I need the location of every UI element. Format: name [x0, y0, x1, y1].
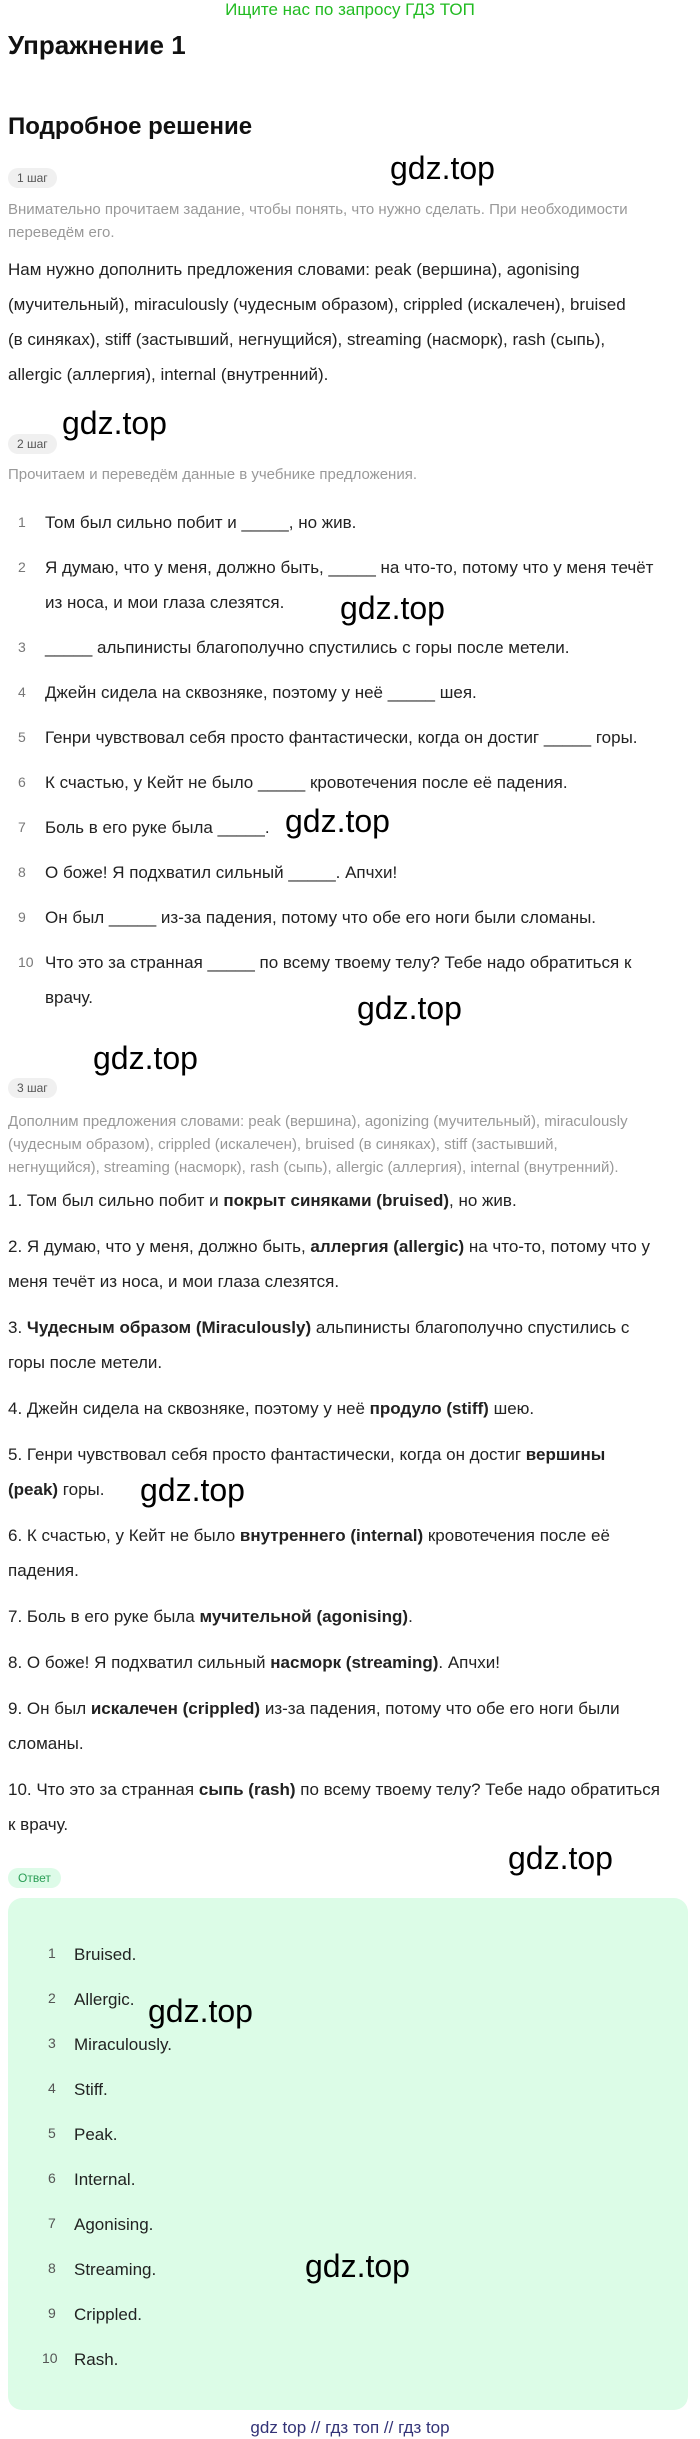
watermark: gdz.top — [340, 590, 445, 626]
item-line: Я думаю, что у меня, должно быть, _____ на что-то, потому что у меня течёт — [45, 558, 654, 577]
item-line: Что это за странная _____ по всему твоему телу? Тебе надо обратиться к — [45, 953, 632, 972]
page-title: Упражнение 1 — [8, 30, 186, 60]
item-line: из носа, и мои глаза слезятся. — [45, 593, 285, 612]
item-text: Miraculously. — [74, 2035, 172, 2054]
step-1-line: Нам нужно дополнить предложения словами: peak (вершина), agonising — [8, 260, 580, 279]
item-number: 10 — [18, 954, 34, 970]
item-number: 1 — [48, 1945, 56, 1961]
answer-word: (peak) — [8, 1480, 59, 1499]
item-text: Генри чувствовал себя просто фантастически, когда он достиг _____ горы. — [45, 728, 638, 747]
item-number: 3 — [48, 2035, 56, 2051]
top-banner[interactable]: Ищите нас по запросу ГДЗ ТОП — [225, 0, 475, 19]
watermark: gdz.top — [93, 1040, 198, 1076]
item-text: Allergic. — [74, 1990, 135, 2009]
item-number: 1 — [18, 514, 26, 530]
step-3-badge: 3 шаг — [8, 1078, 57, 1098]
filled-sentence: 3. Чудесным образом (Miraculously) альпинисты благополучно спустились с горы после метели. — [8, 1318, 630, 1372]
item-text: Bruised. — [74, 1945, 137, 1964]
step-1-hint: Внимательно прочитаем задание, чтобы понять, что нужно сделать. При необходимости переведём его. — [8, 201, 628, 241]
answer-word: внутреннего (internal) — [239, 1526, 424, 1545]
list-item — [8, 945, 692, 1015]
hint-line: Дополним предложения словами: peak (вершина), agonizing (мучительный), miraculously — [8, 1113, 628, 1130]
item-number: 4 — [18, 684, 26, 700]
watermark: gdz.top — [508, 1840, 613, 1876]
step-2-badge: 2 шаг — [8, 434, 57, 454]
item-number: 7 — [18, 819, 26, 835]
step-3-hint — [8, 1110, 688, 1179]
answer-word: насморк (streaming) — [270, 1653, 439, 1672]
hint-line: негнущийся), streaming (насморк), rash (сыпь), allergic (аллергия), internal (внутренний). — [8, 1159, 619, 1176]
item-text: Streaming. — [74, 2260, 157, 2279]
item-text: О боже! Я подхватил сильный _____. Апчхи! — [45, 863, 398, 882]
item-text: Джейн сидела на сквозняке, поэтому у неё _____ шея. — [45, 683, 477, 702]
filled-sentence: 1. Том был сильно побит и покрыт синяками (bruised), но жив. — [8, 1191, 517, 1210]
item-number: 8 — [18, 864, 26, 880]
item-text: Internal. — [74, 2170, 136, 2189]
step-2-hint: Прочитаем и переведём данные в учебнике предложения. — [8, 466, 418, 483]
item-text: Agonising. — [74, 2215, 154, 2234]
item-text: Peak. — [74, 2125, 118, 2144]
list-item — [8, 505, 692, 540]
item-number: 8 — [48, 2260, 56, 2276]
item-number: 7 — [48, 2215, 56, 2231]
item-number: 5 — [48, 2125, 56, 2141]
item-text: Боль в его руке была _____. — [45, 818, 270, 837]
filled-sentence: 8. О боже! Я подхватил сильный насморк (streaming). Апчхи! — [8, 1653, 500, 1672]
step-1-badge: 1 шаг — [8, 168, 57, 188]
step-1-line: (в синяках), stiff (застывший, негнущийся), streaming (насморк), rash (сыпь), — [8, 330, 606, 349]
answer-box — [8, 1898, 688, 2410]
answer-word: искалечен (crippled) — [90, 1699, 261, 1718]
watermark: gdz.top — [390, 150, 495, 186]
list-item — [8, 855, 692, 890]
item-text: Crippled. — [74, 2305, 143, 2324]
item-number: 4 — [48, 2080, 56, 2096]
list-item — [8, 675, 692, 710]
answer-word: аллергия (allergic) — [310, 1237, 465, 1256]
footer-links[interactable]: gdz top // гдз топ // гдз top — [250, 2418, 450, 2437]
item-text: _____ альпинисты благополучно спустились с горы после метели. — [45, 638, 570, 657]
answer-word: продуло (stiff) — [369, 1399, 489, 1418]
watermark: gdz.top — [305, 2248, 410, 2284]
item-text: Он был _____ из-за падения, потому что обе его ноги были сломаны. — [45, 908, 597, 927]
item-text: К счастью, у Кейт не было _____ кровотечения после её падения. — [45, 773, 568, 792]
filled-sentence: 10. Что это за странная сыпь (rash) по всему твоему телу? Тебе надо обратиться к врачу. — [8, 1780, 660, 1834]
list-item — [8, 765, 692, 800]
answer-word: вершины — [525, 1445, 606, 1464]
item-number: 3 — [18, 639, 26, 655]
item-number: 5 — [18, 729, 26, 745]
item-number: 2 — [48, 1990, 56, 2006]
step-1-line: allergic (аллергия), internal (внутренний). — [8, 365, 329, 384]
list-item — [8, 720, 692, 755]
watermark: gdz.top — [140, 1472, 245, 1508]
watermark: gdz.top — [285, 803, 390, 839]
item-text: Rash. — [74, 2350, 119, 2369]
item-text: Том был сильно побит и _____, но жив. — [45, 513, 357, 532]
item-number: 10 — [42, 2350, 58, 2366]
answer-word: Чудесным образом (Miraculously) — [26, 1318, 312, 1337]
list-item — [8, 630, 692, 665]
filled-sentence: 6. К счастью, у Кейт не было внутреннего (internal) кровотечения после её падения. — [8, 1526, 610, 1580]
filled-sentence: 9. Он был искалечен (crippled) из-за падения, потому что обе его ноги были сломаны. — [8, 1699, 620, 1753]
answer-word: мучительной (agonising) — [199, 1607, 409, 1626]
watermark: gdz.top — [357, 990, 462, 1026]
filled-sentence: 7. Боль в его руке была мучительной (agonising). — [8, 1607, 413, 1626]
filled-sentence: 5. Генри чувствовал себя просто фантастически, когда он достиг вершины (peak) горы. — [8, 1445, 606, 1499]
item-number: 6 — [18, 774, 26, 790]
answer-badge: Ответ — [8, 1868, 61, 1888]
list-item — [8, 900, 692, 935]
answer-word: сыпь (rash) — [198, 1780, 296, 1799]
filled-sentence: 2. Я думаю, что у меня, должно быть, аллергия (allergic) на что-то, потому что у меня течёт из носа, и мои глаза слезятся. — [8, 1237, 651, 1291]
watermark: gdz.top — [148, 1993, 253, 2029]
filled-sentence: 4. Джейн сидела на сквозняке, поэтому у неё продуло (stiff) шею. — [8, 1399, 535, 1418]
item-number: 6 — [48, 2170, 56, 2186]
watermark: gdz.top — [62, 405, 167, 441]
item-number: 9 — [18, 909, 26, 925]
item-number: 2 — [18, 559, 26, 575]
hint-line: (чудесным образом), crippled (искалечен), bruised (в синяках), stiff (застывший, — [8, 1136, 558, 1153]
answer-word: покрыт синяками (bruised) — [223, 1191, 450, 1210]
item-text: Stiff. — [74, 2080, 108, 2099]
item-line: врачу. — [45, 988, 93, 1007]
step-1-line: (мучительный), miraculously (чудесным образом), crippled (искалечен), bruised — [8, 295, 626, 314]
step-1-text — [8, 252, 692, 392]
solution-heading: Подробное решение — [8, 113, 253, 140]
item-number: 9 — [48, 2305, 56, 2321]
